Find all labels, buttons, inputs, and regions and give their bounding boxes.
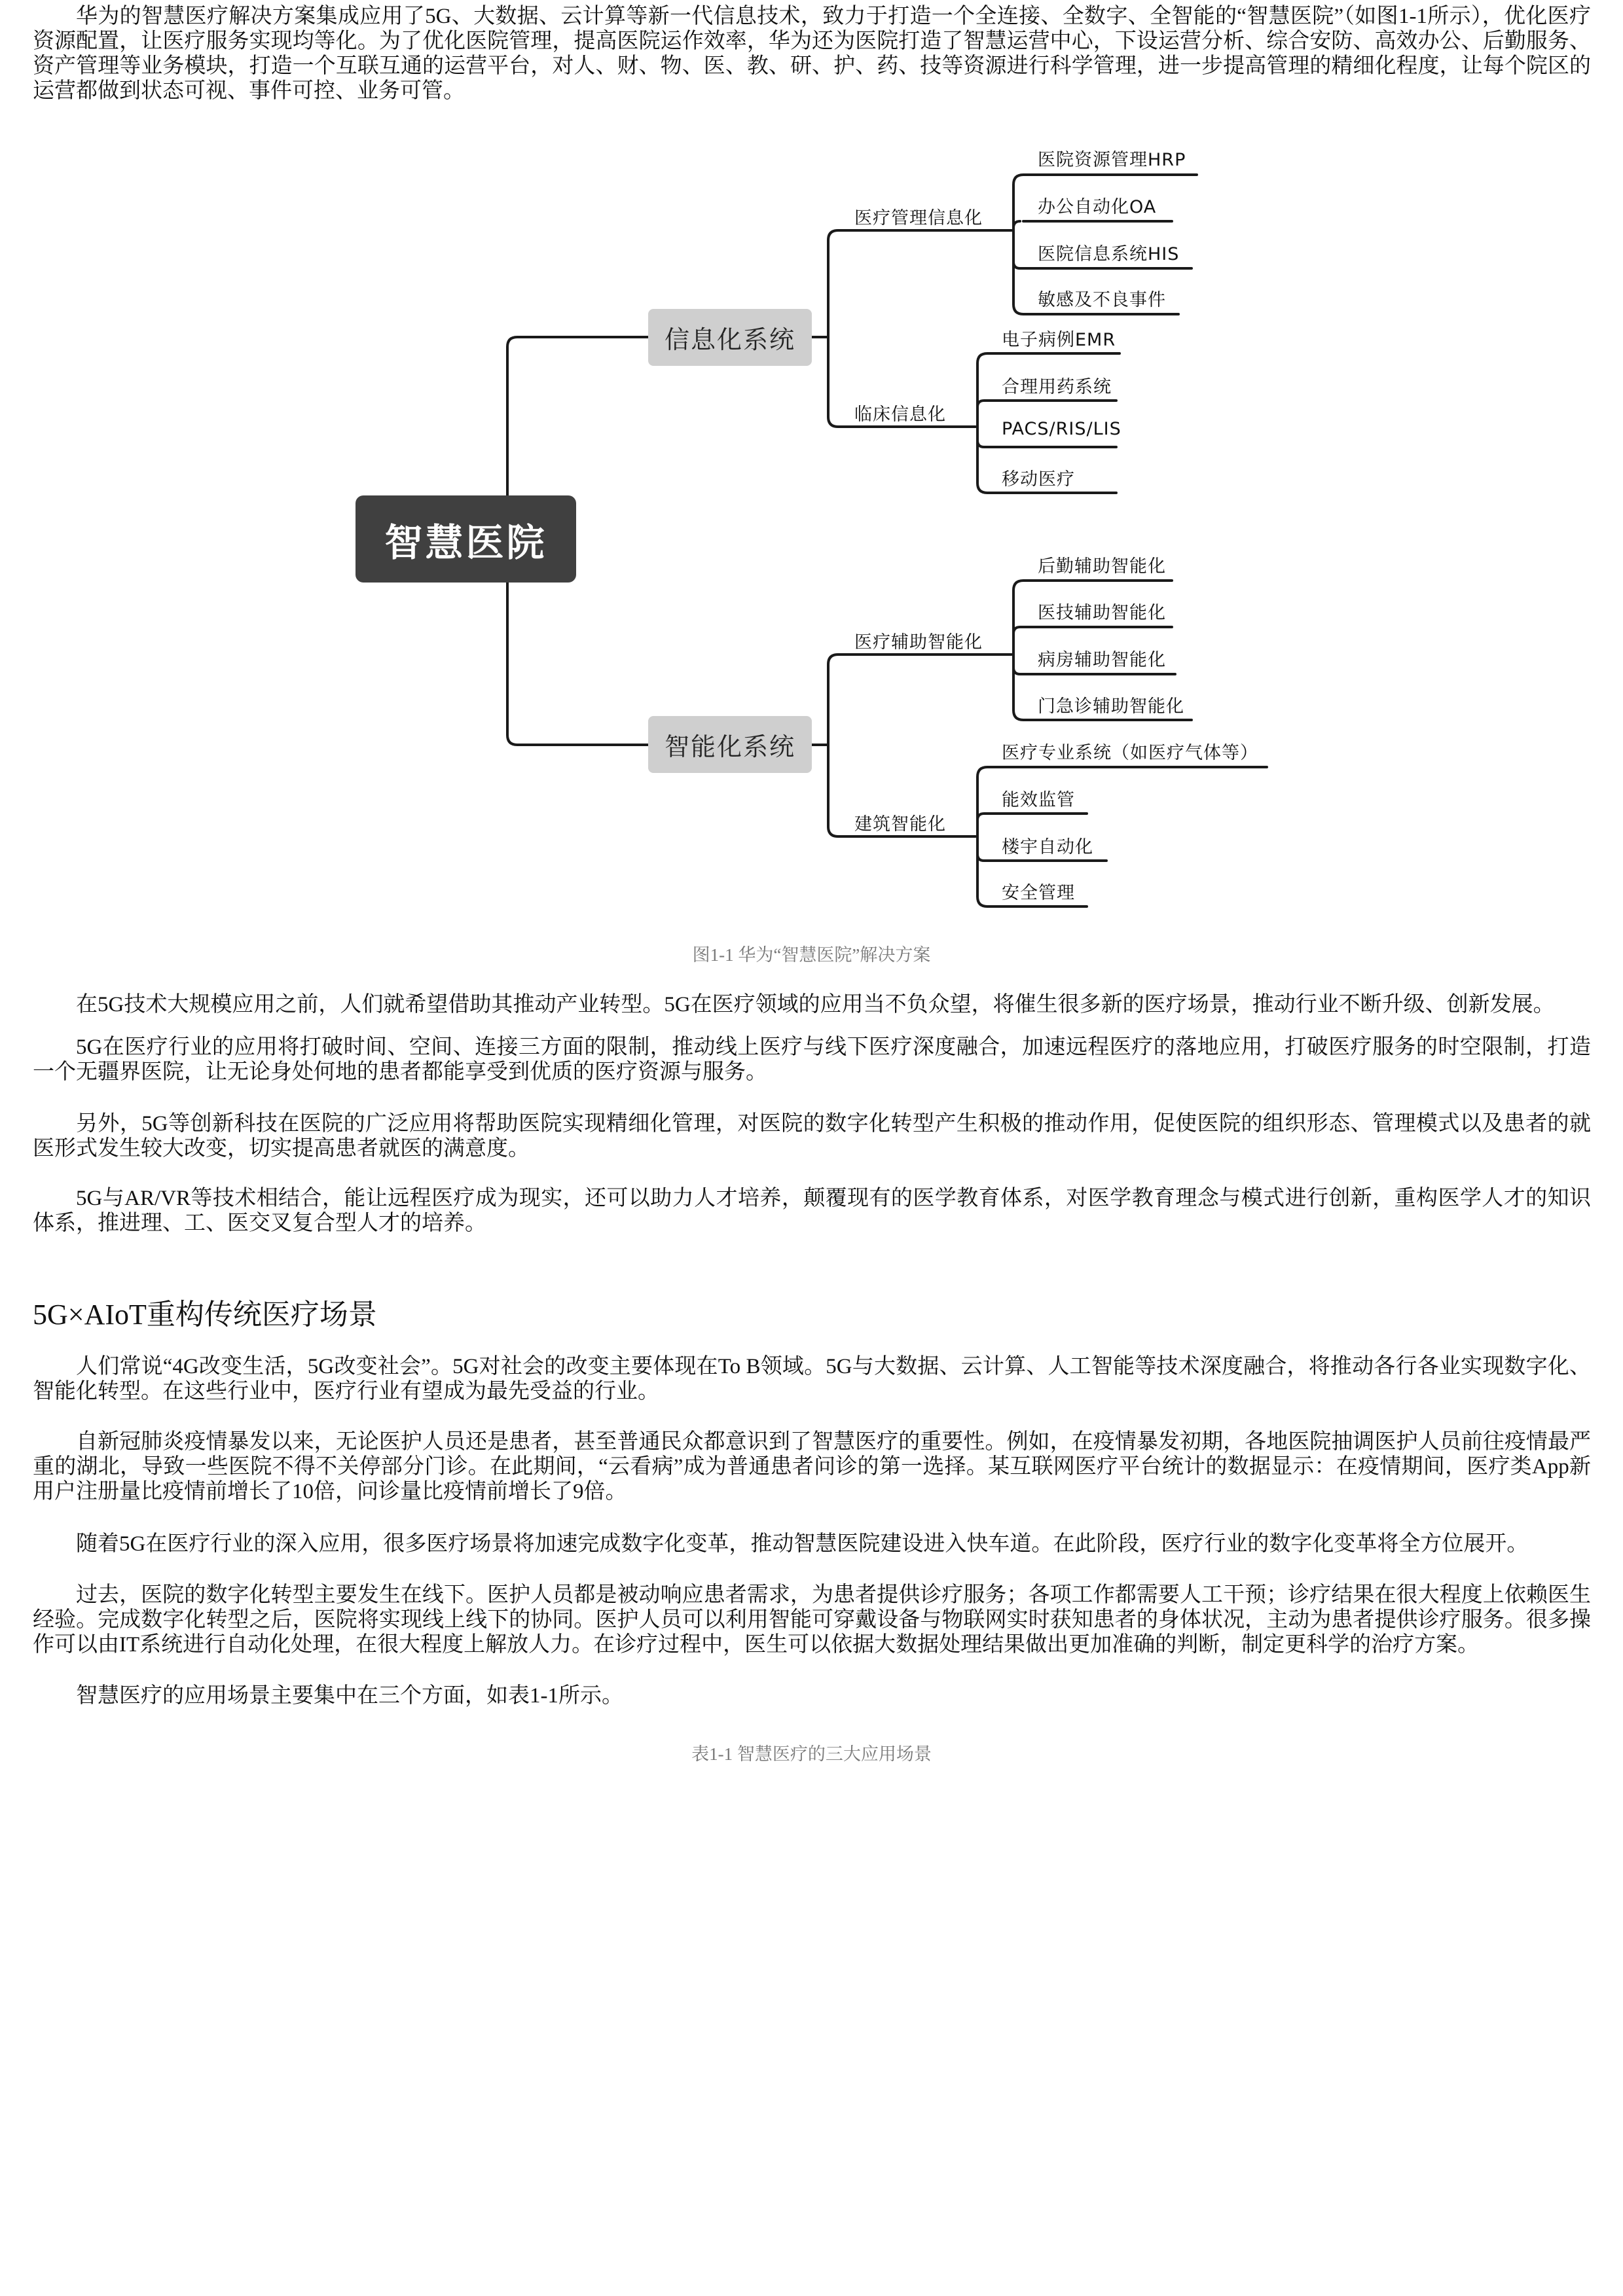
mindmap-leaf: 敏感及不良事件 <box>1038 290 1166 310</box>
mindmap-node-clinical: 临床信息化 <box>854 404 946 425</box>
mindmap-leaf: 医疗专业系统（如医疗气体等） <box>1002 743 1258 763</box>
mindmap-figure <box>0 0 1623 929</box>
figure-caption: 图1-1 华为“智慧医院”解决方案 <box>692 945 931 965</box>
mindmap-node-medical-assist: 医疗辅助智能化 <box>854 632 983 653</box>
mindmap-leaf: 移动医疗 <box>1002 469 1075 490</box>
mindmap-node-medical-management: 医疗管理信息化 <box>854 208 983 228</box>
mindmap-leaf: 门急诊辅助智能化 <box>1038 696 1184 717</box>
mindmap-leaf: 医院资源管理HRP <box>1038 150 1186 170</box>
body-paragraph: 智慧医疗的应用场景主要集中在三个方面，如表1-1所示。 <box>76 1684 623 1708</box>
mindmap-leaf: 后勤辅助智能化 <box>1038 556 1166 577</box>
mindmap-leaf: 电子病例EMR <box>1002 330 1116 350</box>
mindmap-leaf: 医技辅助智能化 <box>1038 603 1166 623</box>
body-paragraph: 在5G技术大规模应用之前，人们就希望借助其推动产业转型。5G在医疗领域的应用当不负众望，将催生很多新的医疗场景，推动行业不断升级、创新发展。 <box>76 993 1555 1016</box>
body-paragraph: 5G与AR/VR等技术相结合，能让远程医疗成为现实，还可以助力人才培养，颠覆现有的医学教育体系，对医学教育理念与模式进行创新，重构医学人才的知识体系，推进理、工、医交叉复合型人才的培养。 <box>33 1187 1591 1235</box>
body-paragraph: 另外，5G等创新科技在医院的广泛应用将帮助医院实现精细化管理，对医院的数字化转型产生积极的推动作用，促使医院的组织形态、管理模式以及患者的就医形式发生较大改变，切实提高患者就医的满意度。 <box>33 1112 1591 1160</box>
mindmap-leaf: 合理用药系统 <box>1002 377 1112 397</box>
mindmap-connectors <box>0 0 1623 929</box>
mindmap-branch-informatization: 信息化系统 <box>648 309 812 366</box>
body-paragraph: 人们常说“4G改变生活，5G改变社会”。5G对社会的改变主要体现在To B领域。5G与大数据、云计算、人工智能等技术深度融合，将推动各行各业实现数字化、智能化转型。在这些行业中，医疗行业有望成为最先受益的行业。 <box>33 1355 1591 1403</box>
body-paragraph: 过去，医院的数字化转型主要发生在线下。医护人员都是被动响应患者需求，为患者提供诊疗服务；各项工作都需要人工干预；诊疗结果在很大程度上依赖医生经验。完成数字化转型之后，医院将实现线上线下的协同。医护人员可以利用智能可穿戴设备与物联网实时获知患者的身体状况，主动为患者提供诊疗服务。很多操作可以由IT系统进行自动化处理，在很大程度上解放人力。在诊疗过程中，医生可以依据大数据处理结果做出更加准确的判断，制定更科学的治疗方案。 <box>33 1583 1591 1657</box>
table-caption: 表1-1 智慧医疗的三大应用场景 <box>691 1744 932 1764</box>
mindmap-leaf: 安全管理 <box>1002 883 1075 903</box>
mindmap-leaf: 办公自动化OA <box>1038 197 1157 217</box>
body-paragraph: 5G在医疗行业的应用将打破时间、空间、连接三方面的限制，推动线上医疗与线下医疗深度融合，加速远程医疗的落地应用，打破医疗服务的时空限制，打造一个无疆界医院，让无论身处何地的患者都能享受到优质的医疗资源与服务。 <box>33 1035 1591 1084</box>
body-paragraph: 随着5G在医疗行业的深入应用，很多医疗场景将加速完成数字化变革，推动智慧医院建设进入快车道。在此阶段，医疗行业的数字化变革将全方位展开。 <box>76 1532 1529 1556</box>
mindmap-leaf: 能效监管 <box>1002 790 1075 810</box>
mindmap-leaf: 病房辅助智能化 <box>1038 650 1166 670</box>
body-paragraph: 自新冠肺炎疫情暴发以来，无论医护人员还是患者，甚至普通民众都意识到了智慧医疗的重要性。例如，在疫情暴发初期，各地医院抽调医护人员前往疫情最严重的湖北，导致一些医院不得不关停部分门诊。在此期间，“云看病”成为普通患者问诊的第一选择。某互联网医疗平台统计的数据显示：在疫情期间，医疗类App新用户注册量比疫情前增长了10倍，问诊量比疫情前增长了9倍。 <box>33 1430 1591 1503</box>
section-heading: 5G×AIoT重构传统医疗场景 <box>33 1299 377 1331</box>
mindmap-leaf: 医院信息系统HIS <box>1038 244 1180 264</box>
mindmap-leaf: 楼宇自动化 <box>1002 837 1093 857</box>
mindmap-leaf: PACS/RIS/LIS <box>1002 419 1122 439</box>
mindmap-branch-intelligent: 智能化系统 <box>648 716 812 773</box>
intro-paragraph: 华为的智慧医疗解决方案集成应用了5G、大数据、云计算等新一代信息技术，致力于打造一个全连接、全数字、全智能的“智慧医院”（如图1-1所示），优化医疗资源配置，让医疗服务实现均等化。为了优化医院管理，提高医院运作效率，华为还为医院打造了智慧运营中心，下设运营分析、综合安防、高效办公、后勤服务、资产管理等业务模块，打造一个互联互通的运营平台，对人、财、物、医、教、研、护、药、技等资源进行科学管理，进一步提高管理的精细化程度，让每个院区的运营都做到状态可视、事件可控、业务可管。 <box>33 5 1591 103</box>
mindmap-node-building: 建筑智能化 <box>854 814 946 834</box>
mindmap-root-node: 智慧医院 <box>356 495 576 583</box>
